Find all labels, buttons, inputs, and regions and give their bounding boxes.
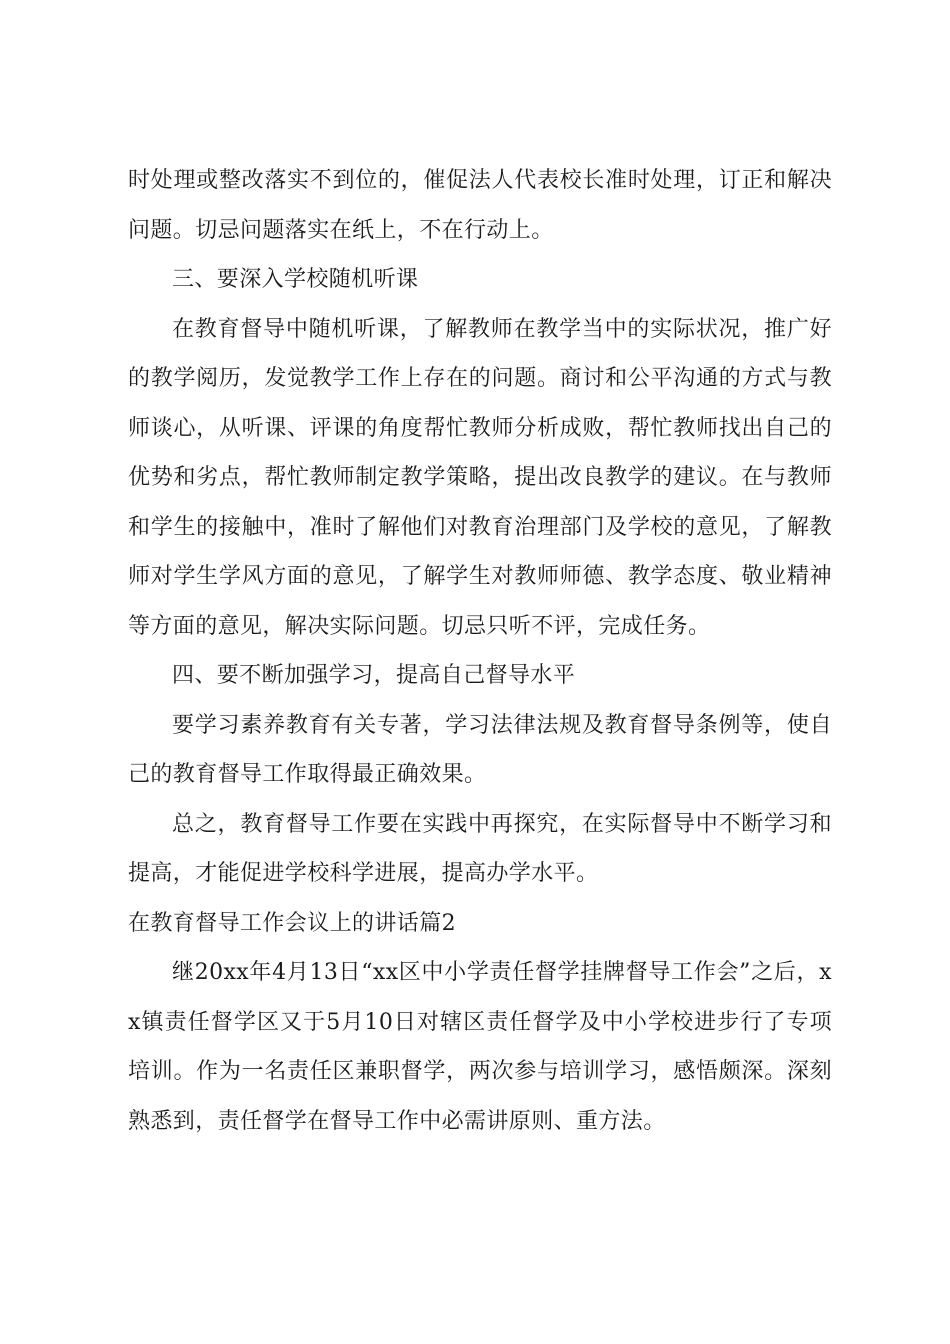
paragraph-conclusion: 总之，教育督导工作要在实践中再探究，在实际督导中不断学习和提高，才能促进学校科学进展，提高办学水平。	[128, 811, 832, 886]
paragraph-continuation: 时处理或整改落实不到位的，催促法人代表校长准时处理，订正和解决问题。切忌问题落实在纸上，不在行动上。	[128, 168, 832, 243]
paragraph-lesson-observation: 在教育督导中随机听课，了解教师在教学当中的实际状况，推广好的教学阅历，发觉教学工作上存在的问题。商讨和公平沟通的方式与教师谈心，从听课、评课的角度帮忙教师分析成败，帮忙教师找出自己的优势和劣点，帮忙教师制定教学策略，提出改良教学的建议。在与教师和学生的接触中，准时了解他们对教育治理部门及学校的意见，了解教师对学生学风方面的意见，了解学生对教师师德、教学态度、敬业精神等方面的意见，解决实际问题。切忌只听不评，完成任务。	[128, 316, 832, 639]
document-body	[128, 156, 832, 1146]
speech-title: 在教育督导工作会议上的讲话篇2	[128, 910, 456, 936]
paragraph-study: 要学习素养教育有关专著，学习法律法规及教育督导条例等，使自己的教育督导工作取得最正确效果。	[128, 712, 832, 787]
section-heading-3: 三、要深入学校随机听课	[172, 267, 419, 292]
section-heading-4: 四、要不断加强学习，提高自己督导水平	[172, 663, 576, 688]
paragraph-speech-intro: 继20xx年4月13日“xx区中小学责任督学挂牌督导工作会”之后，xx镇责任督学区又于5月10日对辖区责任督学及中小学校进步行了专项培训。作为一名责任区兼职督学，两次参与培训学习，感悟颇深。深刻熟悉到，责任督学在督导工作中必需讲原则、重方法。	[128, 960, 832, 1134]
